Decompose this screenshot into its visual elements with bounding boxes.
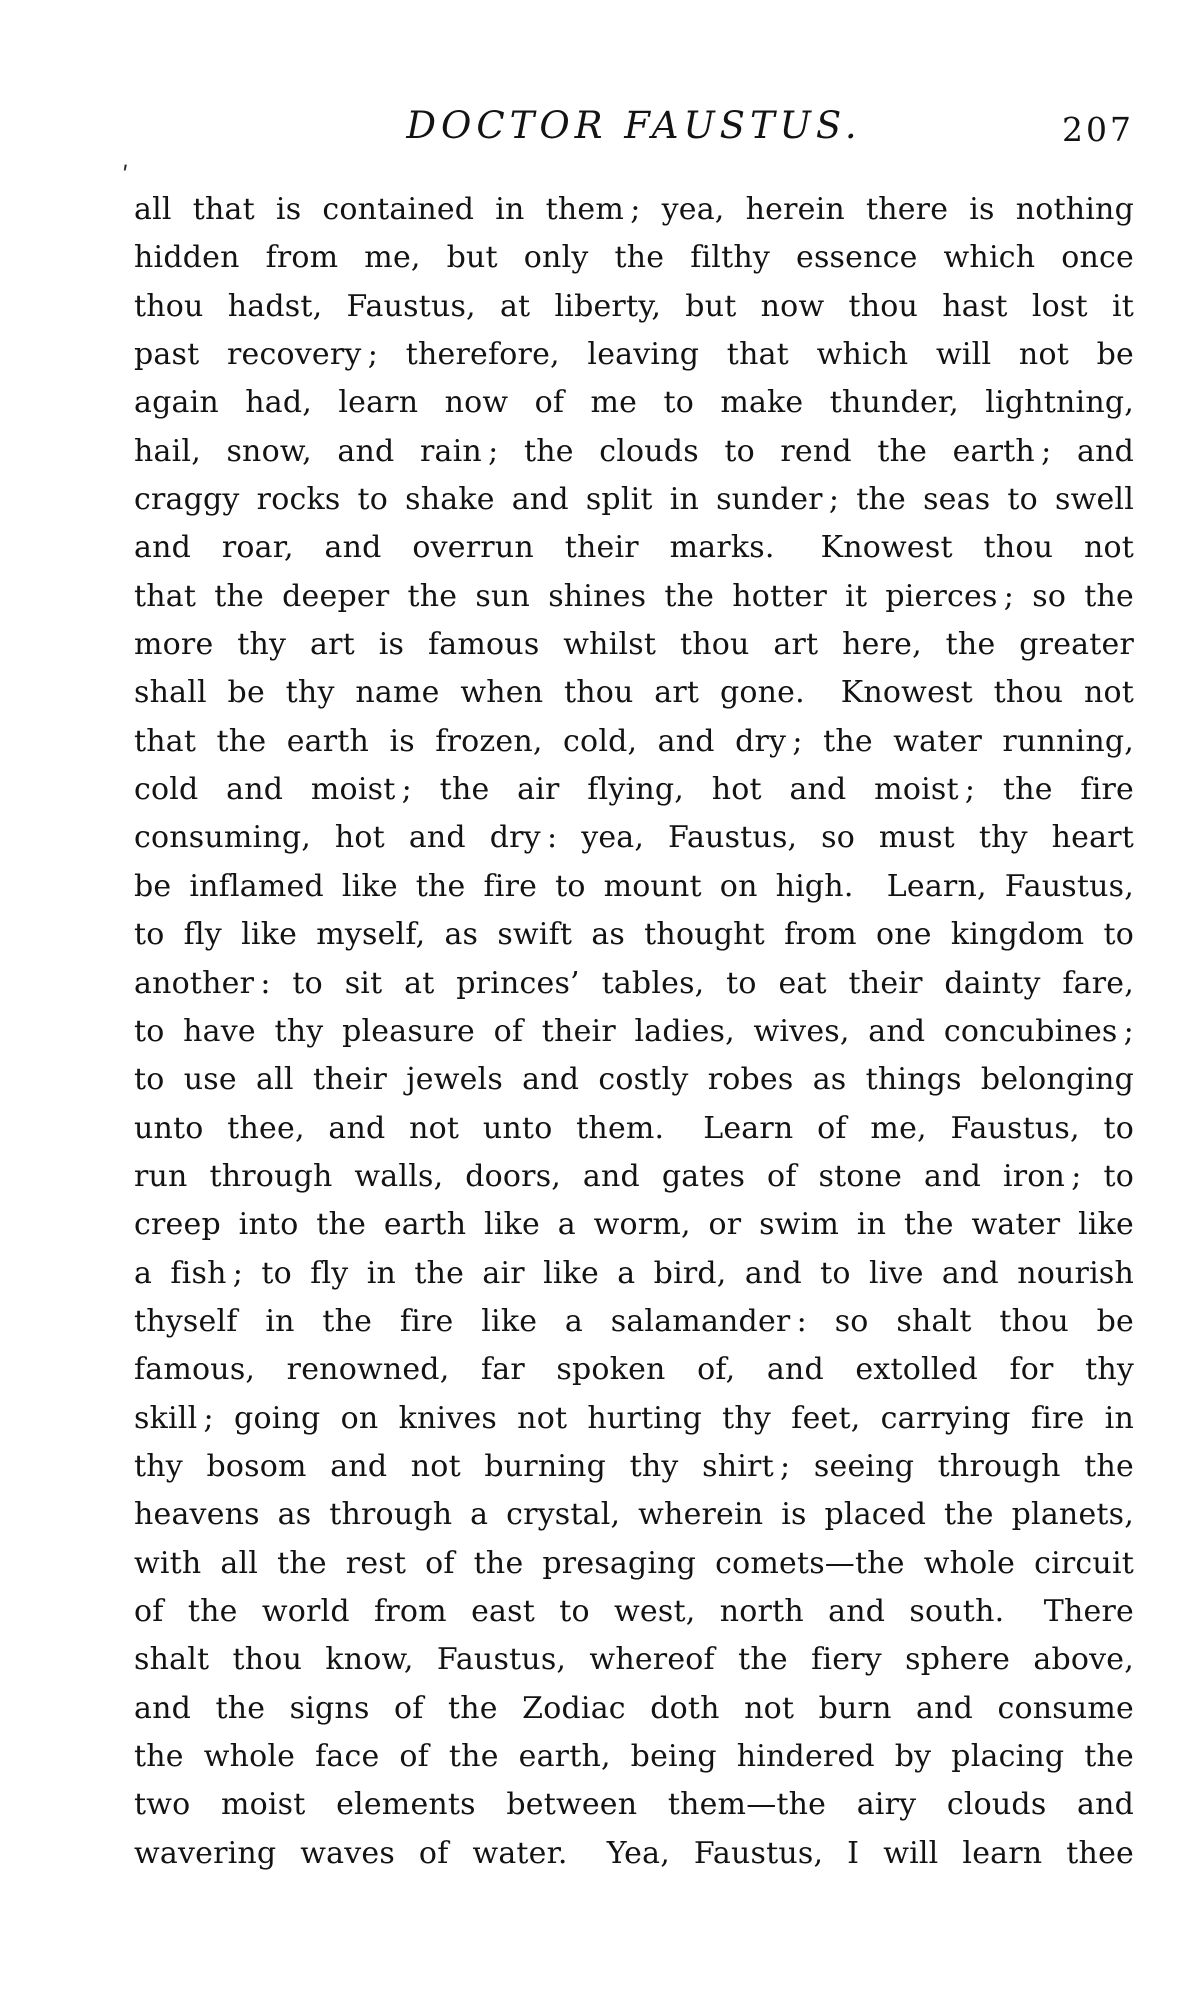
text-line: to fly like myself, as swift as thought from one kingdom to	[134, 917, 1134, 953]
text-line: wavering waves of water. Yea, Faustus, I will learn thee	[134, 1835, 1134, 1871]
text-line: that the deeper the sun shines the hotter it pierces ; so the	[134, 578, 1134, 614]
text-line: the whole face of the earth, being hindered by placing the	[134, 1739, 1134, 1774]
text-line: be inflamed like the fire to mount on high. Learn, Faustus,	[134, 868, 1134, 904]
text-line: shalt thou know, Faustus, whereof the fiery sphere above,	[134, 1642, 1134, 1678]
text-line: with all the rest of the presaging comets—the whole circuit	[134, 1545, 1134, 1581]
text-line: two moist elements between them—the airy clouds and	[134, 1787, 1134, 1823]
text-line: that the earth is frozen, cold, and dry ; the water running,	[134, 723, 1134, 759]
text-line: craggy rocks to shake and split in sunder ; the seas to swell	[134, 482, 1134, 518]
body-text	[134, 186, 1134, 1878]
text-line: more thy art is famous whilst thou art here, the greater	[134, 627, 1134, 663]
text-line: hidden from me, but only the filthy essence which once	[134, 240, 1134, 276]
text-line: run through walls, doors, and gates of stone and iron ; to	[134, 1158, 1134, 1194]
text-line: again had, learn now of me to make thunder, lightning,	[134, 385, 1134, 421]
text-line: and roar, and overrun their marks. Knowest thou not	[134, 530, 1134, 566]
text-line: thyself in the fire like a salamander : so shalt thou be	[134, 1303, 1134, 1339]
text-line: shall be thy name when thou art gone. Knowest thou not	[134, 675, 1134, 711]
text-line: and the signs of the Zodiac doth not burn and consume	[134, 1690, 1134, 1726]
text-line: past recovery ; therefore, leaving that which will not be	[134, 337, 1134, 373]
text-line: of the world from east to west, north and south. There	[134, 1593, 1134, 1629]
text-line: to use all their jewels and costly robes as things belonging	[134, 1062, 1134, 1098]
stray-ink-mark: ʹ	[122, 162, 129, 190]
text-line: cold and moist ; the air flying, hot and moist ; the fire	[134, 772, 1134, 808]
text-line: consuming, hot and dry : yea, Faustus, so must thy heart	[134, 820, 1134, 856]
text-line: all that is contained in them ; yea, herein there is nothing	[134, 192, 1134, 227]
page-number: 207	[1062, 110, 1134, 149]
text-line: hail, snow, and rain ; the clouds to rend the earth ; and	[134, 433, 1134, 469]
text-line: unto thee, and not unto them. Learn of me, Faustus, to	[134, 1110, 1134, 1146]
text-line: heavens as through a crystal, wherein is placed the planets,	[134, 1497, 1134, 1533]
running-header	[134, 100, 1134, 156]
text-line: creep into the earth like a worm, or swim in the water like	[134, 1207, 1134, 1243]
text-line: a fish ; to fly in the air like a bird, and to live and nourish	[134, 1255, 1134, 1291]
running-header-title: DOCTOR FAUSTUS.	[406, 104, 862, 147]
text-line: another : to sit at princes’ tables, to eat their dainty fare,	[134, 965, 1134, 1001]
text-line: skill ; going on knives not hurting thy feet, carrying fire in	[134, 1400, 1134, 1436]
text-line: famous, renowned, far spoken of, and extolled for thy	[134, 1352, 1134, 1388]
text-line: thy bosom and not burning thy shirt ; seeing through the	[134, 1448, 1134, 1484]
text-line: thou hadst, Faustus, at liberty, but now thou hast lost it	[134, 288, 1134, 324]
text-line: to have thy pleasure of their ladies, wives, and concubines ;	[134, 1013, 1134, 1049]
